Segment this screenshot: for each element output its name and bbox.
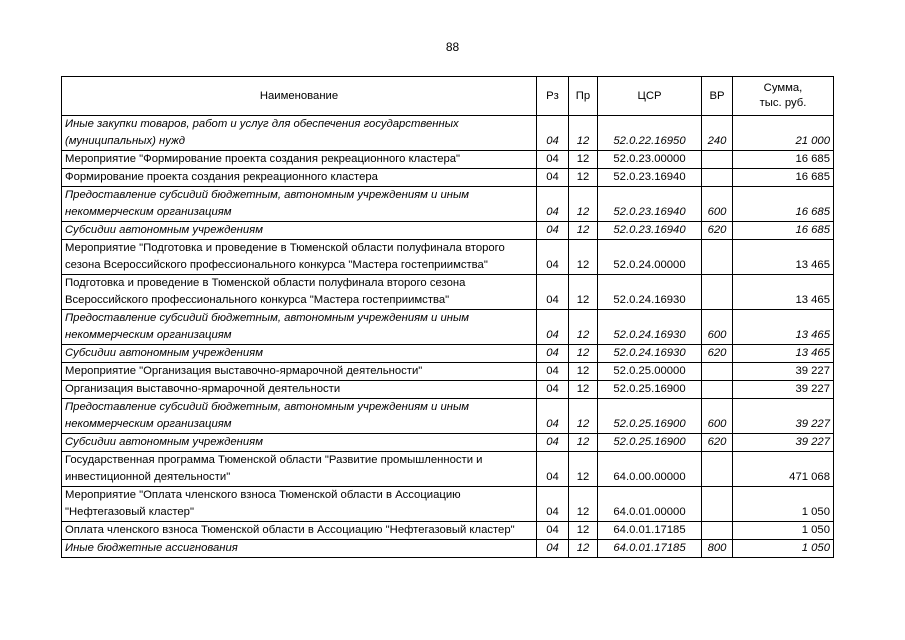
table-row	[62, 363, 834, 381]
cell-csr: 52.0.25.16900	[598, 399, 702, 434]
cell-vr	[702, 522, 733, 540]
cell-rz: 04	[537, 169, 569, 187]
table-row	[62, 540, 834, 558]
cell-pr: 12	[569, 240, 598, 275]
cell-name: Предоставление субсидий бюджетным, автономным учреждениям и иным некоммерческим организациям	[62, 310, 537, 345]
table-row	[62, 169, 834, 187]
cell-vr: 600	[702, 310, 733, 345]
cell-name: Иные закупки товаров, работ и услуг для обеспечения государственных (муниципальных) нужд	[62, 116, 537, 151]
cell-csr: 52.0.23.16940	[598, 187, 702, 222]
table-row	[62, 222, 834, 240]
cell-pr: 12	[569, 540, 598, 558]
cell-sum: 471 068	[733, 452, 834, 487]
cell-pr: 12	[569, 345, 598, 363]
cell-vr: 240	[702, 116, 733, 151]
cell-rz: 04	[537, 522, 569, 540]
cell-vr: 600	[702, 187, 733, 222]
cell-vr	[702, 363, 733, 381]
cell-csr: 52.0.25.00000	[598, 363, 702, 381]
cell-sum: 16 685	[733, 222, 834, 240]
cell-csr: 52.0.24.16930	[598, 345, 702, 363]
table-row	[62, 399, 834, 434]
table-row	[62, 381, 834, 399]
cell-sum: 1 050	[733, 540, 834, 558]
cell-rz: 04	[537, 363, 569, 381]
cell-vr: 600	[702, 399, 733, 434]
cell-pr: 12	[569, 222, 598, 240]
cell-sum: 1 050	[733, 522, 834, 540]
table-row	[62, 452, 834, 487]
cell-csr: 52.0.22.16950	[598, 116, 702, 151]
cell-sum: 16 685	[733, 151, 834, 169]
cell-sum: 39 227	[733, 434, 834, 452]
cell-name: Предоставление субсидий бюджетным, автономным учреждениям и иным некоммерческим организациям	[62, 399, 537, 434]
cell-name: Субсидии автономным учреждениям	[62, 222, 537, 240]
cell-vr	[702, 452, 733, 487]
cell-name: Организация выставочно-ярмарочной деятельности	[62, 381, 537, 399]
cell-sum: 39 227	[733, 363, 834, 381]
cell-csr: 52.0.23.16940	[598, 222, 702, 240]
cell-csr: 52.0.25.16900	[598, 434, 702, 452]
table-row	[62, 275, 834, 310]
cell-sum: 13 465	[733, 345, 834, 363]
cell-csr: 64.0.01.17185	[598, 522, 702, 540]
cell-vr: 800	[702, 540, 733, 558]
header-name: Наименование	[62, 77, 537, 116]
cell-rz: 04	[537, 487, 569, 522]
table-body	[62, 116, 834, 558]
header-csr: ЦСР	[598, 77, 702, 116]
table-row	[62, 151, 834, 169]
cell-sum: 13 465	[733, 310, 834, 345]
cell-pr: 12	[569, 187, 598, 222]
cell-csr: 52.0.24.16930	[598, 310, 702, 345]
cell-pr: 12	[569, 169, 598, 187]
cell-pr: 12	[569, 381, 598, 399]
cell-rz: 04	[537, 222, 569, 240]
table-row	[62, 487, 834, 522]
cell-csr: 64.0.01.00000	[598, 487, 702, 522]
cell-name: Субсидии автономным учреждениям	[62, 434, 537, 452]
cell-name: Мероприятие "Подготовка и проведение в Тюменской области полуфинала второго сезона Всероссийского профессионального конкурса "Мастера гостеприимства"	[62, 240, 537, 275]
cell-vr	[702, 487, 733, 522]
cell-pr: 12	[569, 275, 598, 310]
header-sum-line2: тыс. руб.	[759, 97, 807, 109]
cell-vr: 620	[702, 434, 733, 452]
cell-sum: 1 050	[733, 487, 834, 522]
cell-vr	[702, 275, 733, 310]
cell-csr: 52.0.23.00000	[598, 151, 702, 169]
cell-name: Мероприятие "Формирование проекта создания рекреационного кластера"	[62, 151, 537, 169]
cell-vr	[702, 151, 733, 169]
table-row	[62, 434, 834, 452]
header-vr: ВР	[702, 77, 733, 116]
header-rz: Рз	[537, 77, 569, 116]
cell-sum: 16 685	[733, 169, 834, 187]
cell-sum: 16 685	[733, 187, 834, 222]
cell-rz: 04	[537, 310, 569, 345]
cell-name: Мероприятие "Оплата членского взноса Тюменской области в Ассоциацию "Нефтегазовый кластер"	[62, 487, 537, 522]
table-row	[62, 345, 834, 363]
cell-csr: 64.0.01.17185	[598, 540, 702, 558]
cell-name: Предоставление субсидий бюджетным, автономным учреждениям и иным некоммерческим организациям	[62, 187, 537, 222]
cell-rz: 04	[537, 151, 569, 169]
table-row	[62, 187, 834, 222]
cell-rz: 04	[537, 452, 569, 487]
cell-csr: 52.0.25.16900	[598, 381, 702, 399]
table-header-row	[62, 77, 834, 116]
cell-csr: 52.0.23.16940	[598, 169, 702, 187]
cell-pr: 12	[569, 151, 598, 169]
cell-rz: 04	[537, 540, 569, 558]
cell-pr: 12	[569, 310, 598, 345]
cell-rz: 04	[537, 116, 569, 151]
table-row	[62, 240, 834, 275]
cell-pr: 12	[569, 522, 598, 540]
cell-rz: 04	[537, 240, 569, 275]
cell-pr: 12	[569, 116, 598, 151]
cell-rz: 04	[537, 434, 569, 452]
header-sum	[733, 77, 834, 116]
cell-pr: 12	[569, 363, 598, 381]
cell-sum: 13 465	[733, 275, 834, 310]
cell-sum: 13 465	[733, 240, 834, 275]
cell-sum: 39 227	[733, 399, 834, 434]
cell-pr: 12	[569, 434, 598, 452]
cell-sum: 39 227	[733, 381, 834, 399]
cell-sum: 21 000	[733, 116, 834, 151]
cell-name: Оплата членского взноса Тюменской области в Ассоциацию "Нефтегазовый кластер"	[62, 522, 537, 540]
page-number: 88	[445, 40, 460, 54]
cell-name: Государственная программа Тюменской области "Развитие промышленности и инвестиционной деятельности"	[62, 452, 537, 487]
cell-pr: 12	[569, 487, 598, 522]
cell-name: Мероприятие "Организация выставочно-ярмарочной деятельности"	[62, 363, 537, 381]
cell-vr: 620	[702, 345, 733, 363]
cell-rz: 04	[537, 275, 569, 310]
cell-name: Иные бюджетные ассигнования	[62, 540, 537, 558]
cell-rz: 04	[537, 187, 569, 222]
table-row	[62, 116, 834, 151]
cell-name: Формирование проекта создания рекреационного кластера	[62, 169, 537, 187]
cell-vr	[702, 240, 733, 275]
header-sum-line1: Сумма,	[763, 82, 803, 94]
budget-table	[61, 76, 834, 558]
cell-name: Подготовка и проведение в Тюменской области полуфинала второго сезона Всероссийского профессионального конкурса "Мастера гостеприимства"	[62, 275, 537, 310]
cell-csr: 52.0.24.00000	[598, 240, 702, 275]
cell-csr: 64.0.00.00000	[598, 452, 702, 487]
cell-vr	[702, 381, 733, 399]
cell-rz: 04	[537, 381, 569, 399]
cell-vr: 620	[702, 222, 733, 240]
table-row	[62, 522, 834, 540]
header-pr: Пр	[569, 77, 598, 116]
cell-rz: 04	[537, 345, 569, 363]
table-row	[62, 310, 834, 345]
cell-vr	[702, 169, 733, 187]
cell-rz: 04	[537, 399, 569, 434]
cell-name: Субсидии автономным учреждениям	[62, 345, 537, 363]
cell-csr: 52.0.24.16930	[598, 275, 702, 310]
cell-pr: 12	[569, 452, 598, 487]
cell-pr: 12	[569, 399, 598, 434]
